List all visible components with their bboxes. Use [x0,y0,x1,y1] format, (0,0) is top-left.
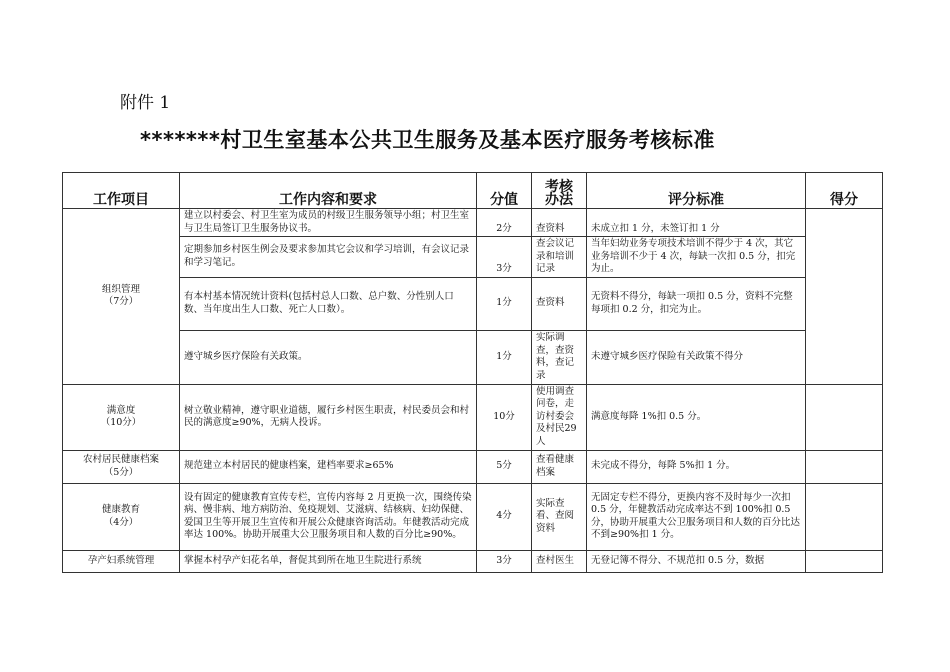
criteria-cell: 无固定专栏不得分，更换内容不及时每少一次扣 0.5 分，年健教活动完成率达不到 100%扣 0.5 分，协助开展重大公卫服务项目和人数的百分比达不到≥90%扣 1 分。 [587,483,806,550]
method-cell: 实际查看、查阅资料 [532,483,587,550]
score-cell: 3分 [477,550,532,572]
item-cell: 农村居民健康档案 （5分） [63,450,180,483]
content-cell: 遵守城乡医疗保险有关政策。 [180,330,477,384]
criteria-cell: 未成立扣 1 分，未签订扣 1 分 [587,209,806,237]
table-row [63,384,883,450]
method-cell: 查看健康档案 [532,450,587,483]
score-cell: 1分 [477,330,532,384]
method-cell: 查资料 [532,209,587,237]
method-cell: 实际调查，查资料，查记录 [532,330,587,384]
table-row [63,209,883,237]
content-cell: 树立敬业精神，遵守职业道德，履行乡村医生职责，村民委员会和村民的满意度≥90%，无病人投诉。 [180,384,477,450]
header-result: 得分 [806,173,883,209]
content-cell: 规范建立本村居民的健康档案，建档率要求≥65% [180,450,477,483]
criteria-cell: 无资料不得分，每缺一项扣 0.5 分，资料不完整每项扣 0.2 分，扣完为止。 [587,277,806,330]
method-cell: 查村医生 [532,550,587,572]
item-cell: 组织管理 （7分） [63,209,180,385]
header-item: 工作项目 [63,173,180,209]
content-cell: 设有固定的健康教育宣传专栏，宣传内容每 2 月更换一次，围绕传染病、慢非病、地方病防治、免疫规划、艾滋病、结核病、妇幼保健、爱国卫生等开展卫生宣传和开展公众健康咨询活动。年健教活动完成率达 100%。协助开展重大公卫服务项目和人数的百分比≥90%。 [180,483,477,550]
method-cell: 查资料 [532,277,587,330]
table-row [63,550,883,572]
header-criteria: 评分标准 [587,173,806,209]
table-row [63,450,883,483]
score-cell: 5分 [477,450,532,483]
item-cell: 孕产妇系统管理 [63,550,180,572]
method-cell: 使用调查问卷，走访村委会及村民29人 [532,384,587,450]
table-header-row [63,173,883,209]
score-cell: 3分 [477,237,532,278]
content-cell: 掌握本村孕产妇花名单，督促其到所在地卫生院进行系统 [180,550,477,572]
criteria-cell: 无登记簿不得分、不规范扣 0.5 分，数据 [587,550,806,572]
result-cell[interactable] [806,550,883,572]
criteria-cell: 满意度每降 1%扣 0.5 分。 [587,384,806,450]
score-cell: 4分 [477,483,532,550]
content-cell: 定期参加乡村医生例会及要求参加其它会议和学习培训，有会议记录和学习笔记。 [180,237,477,278]
result-cell[interactable] [806,483,883,550]
item-cell: 满意度 （10分） [63,384,180,450]
criteria-cell: 未完成不得分，每降 5%扣 1 分。 [587,450,806,483]
table-row [63,483,883,550]
content-cell: 有本村基本情况统计资料(包括村总人口数、总户数、分性别人口数、当年度出生人口数、死亡人口数）。 [180,277,477,330]
document-title: *******村卫生室基本公共卫生服务及基本医疗服务考核标准 [140,128,715,152]
table-row [63,277,883,330]
assessment-table [62,172,883,573]
score-cell: 10分 [477,384,532,450]
score-cell: 2分 [477,209,532,237]
criteria-cell: 当年妇幼业务专项技术培训不得少于 4 次，其它业务培训不少于 4 次，每缺一次扣 0.5 分，扣完为止。 [587,237,806,278]
method-cell: 查会议记录和培训记录 [532,237,587,278]
content-cell: 建立以村委会、村卫生室为成员的村级卫生服务领导小组；村卫生室与卫生局签订卫生服务协议书。 [180,209,477,237]
attachment-label: 附件 1 [120,93,171,113]
criteria-cell: 未遵守城乡医疗保险有关政策不得分 [587,330,806,384]
result-cell[interactable] [806,450,883,483]
header-score: 分值 [477,173,532,209]
table-row [63,330,883,384]
score-cell: 1分 [477,277,532,330]
result-cell[interactable] [806,209,883,385]
header-method: 考核 办法 [532,173,587,209]
table-row [63,237,883,278]
result-cell[interactable] [806,384,883,450]
item-cell: 健康教育 （4分） [63,483,180,550]
header-content: 工作内容和要求 [180,173,477,209]
